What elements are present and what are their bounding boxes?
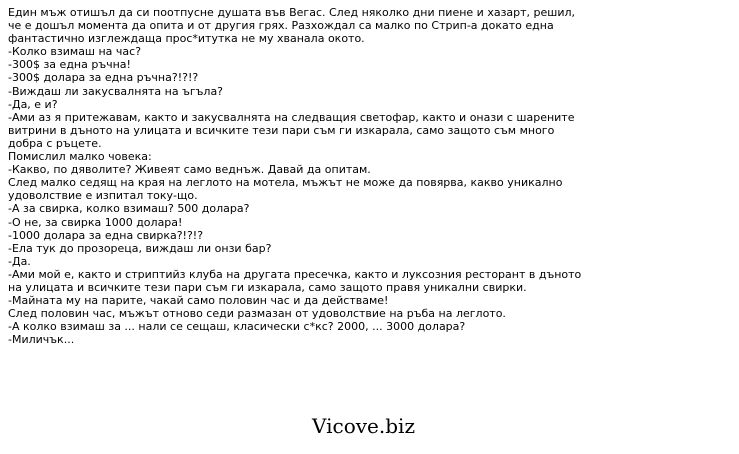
- text-line: на улицата и всичките тези пари съм ги изкарала, само защото правя уникални свирки.: [8, 280, 527, 294]
- text-line: Помислил малко човека:: [8, 150, 152, 164]
- text-line: -Колко взимаш на час?: [8, 45, 142, 59]
- text-line: -Виждаш ли закусвалнята на ъгъла?: [8, 84, 224, 98]
- text-line: добра с ръцете.: [8, 136, 102, 150]
- text-line: -300$ за една ръчна!: [8, 58, 131, 72]
- text-line: -Ами мой е, както и стриптийз клуба на другата пресечка, както и луксозния ресторант в дъното: [8, 267, 582, 281]
- text-line: фантастично изглеждаща прос*итутка не му хванала окото.: [8, 32, 365, 46]
- text-line: -Какво, по дяволите? Живеят само веднъж. Давай да опитам.: [8, 163, 371, 177]
- text-line: витрини в дъното на улицата и всичките тези пари съм ги изкарала, само защото съм много: [8, 123, 555, 137]
- text-line: удоволствие е изпитал току-що.: [8, 189, 198, 203]
- text-line: -Да.: [8, 254, 31, 268]
- text-line: -300$ долара за една ръчна?!?!?: [8, 71, 199, 85]
- text-line: -1000 долара за една свирка?!?!?: [8, 228, 204, 242]
- text-line: -Ела тук до прозореца, виждаш ли онзи бар?: [8, 241, 272, 255]
- joke-text: [8, 6, 733, 346]
- text-line: -Ами аз я притежавам, както и закусвалнята на следващия светофар, както и онази с шарените: [8, 110, 575, 124]
- text-line: След малко седящ на края на леглото на мотела, мъжът не може да повярва, какво уникално: [8, 176, 563, 190]
- text-line: че е дошъл момента да опита и от другия грях. Разхождал са малко по Стрип-а докато една: [8, 19, 554, 33]
- text-line: -О не, за свирка 1000 долара!: [8, 215, 183, 229]
- text-line: -Миличък...: [8, 333, 75, 347]
- site-watermark: Vicove.biz: [312, 414, 415, 438]
- text-line: -А за свирка, колко взимаш? 500 долара?: [8, 202, 250, 216]
- text-line: Един мъж отишъл да си поотпусне душата във Вегас. След няколко дни пиене и хазарт, решил,: [8, 6, 576, 19]
- text-line: -А колко взимаш за ... нали се сещаш, класически с*кс? 2000, ... 3000 долара?: [8, 320, 466, 334]
- text-line: След половин час, мъжът отново седи размазан от удоволствие на ръба на леглото.: [8, 307, 506, 321]
- text-line: -Майната му на парите, чакай само половин час и да действаме!: [8, 294, 389, 308]
- text-line: -Да, е и?: [8, 97, 58, 111]
